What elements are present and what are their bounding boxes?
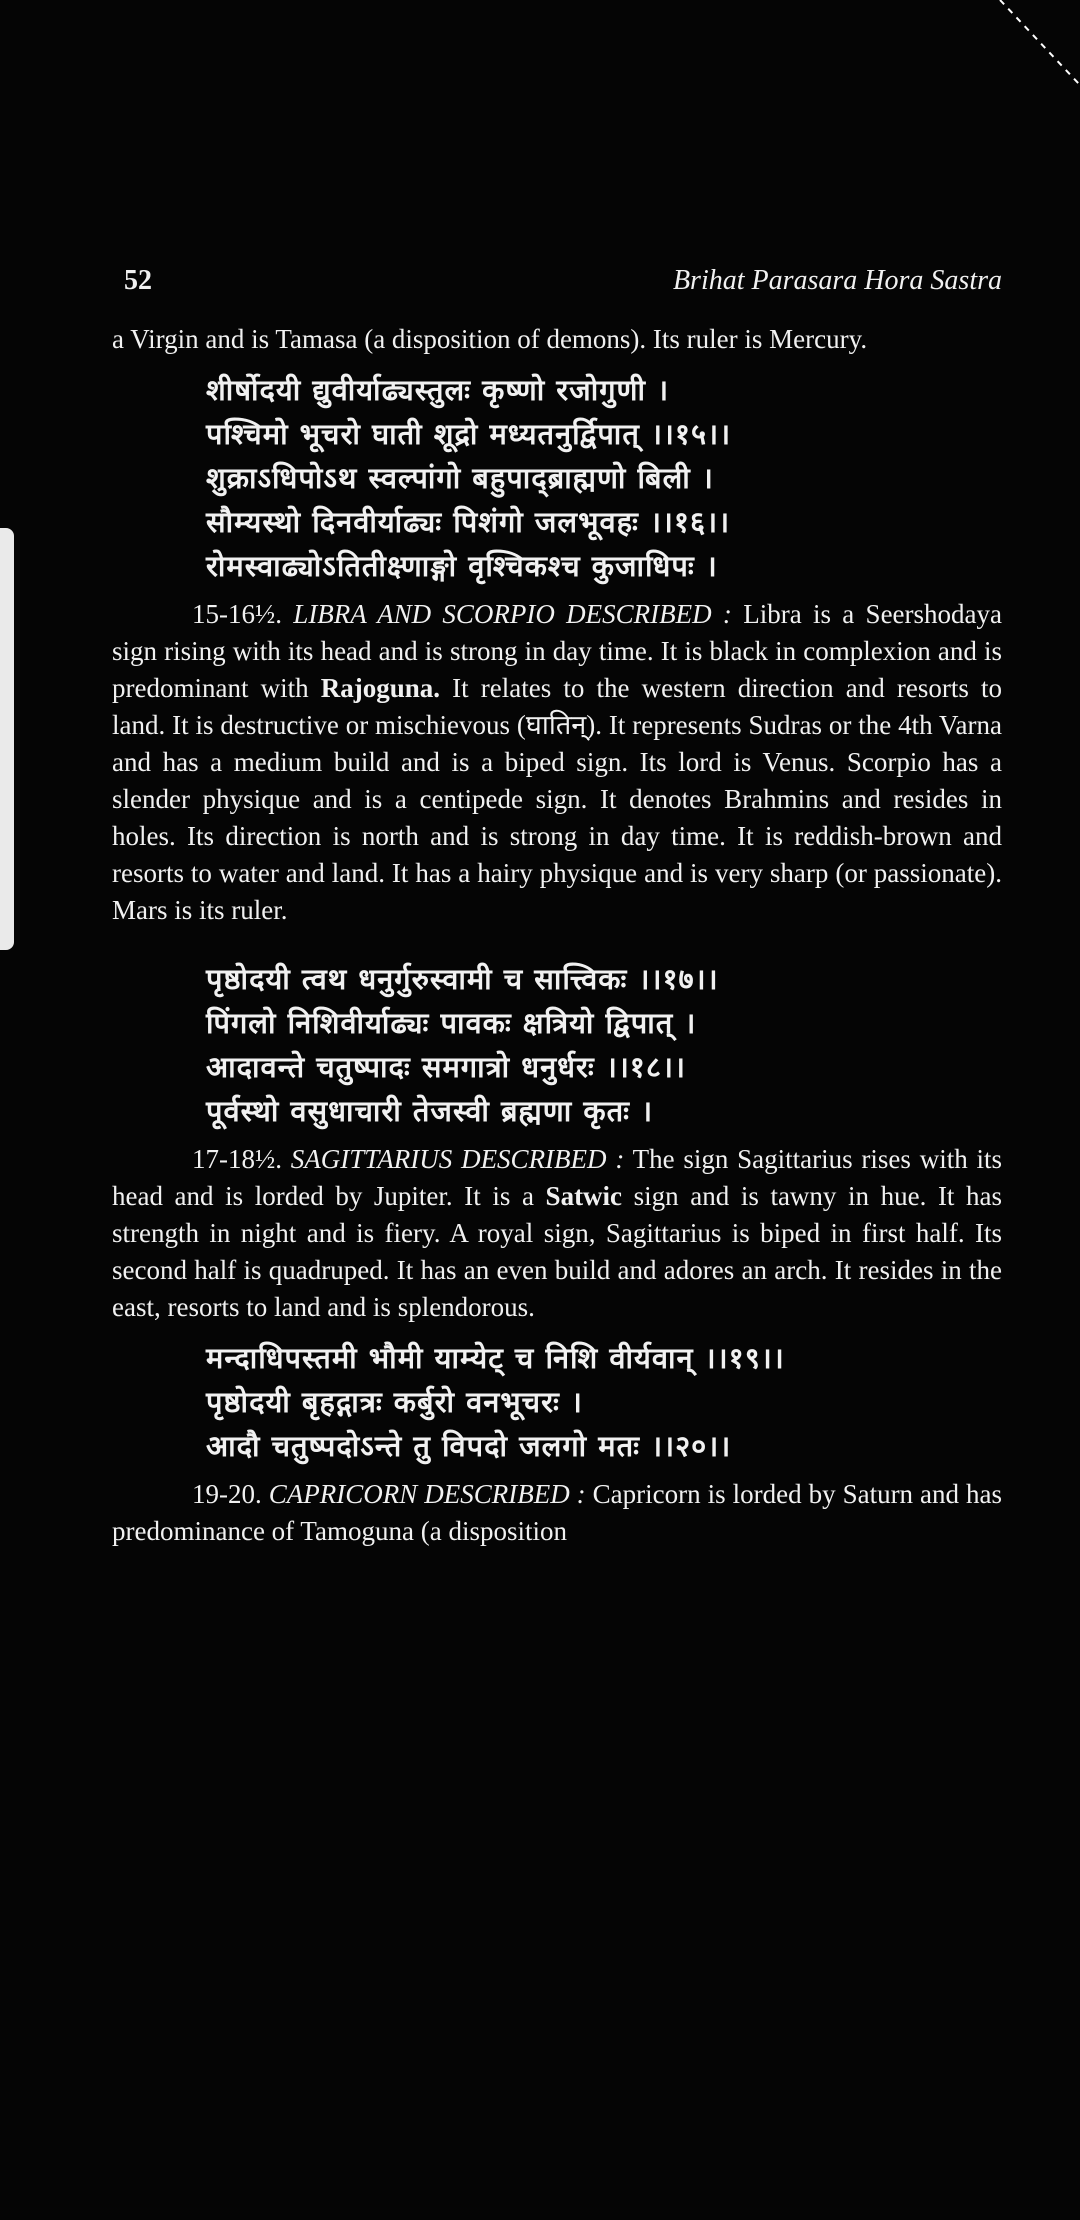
emphasis-word: Satwic <box>545 1181 623 1211</box>
verse-line: सौम्यस्थो दिनवीर्याढ्यः पिशंगो जलभूवहः ।।१६।। <box>206 505 731 539</box>
intro-paragraph: a Virgin and is Tamasa (a disposition of demons). Its ruler is Mercury. <box>112 324 868 354</box>
page-corner-curl <box>990 0 1080 90</box>
sanskrit-verse-15-16 <box>206 368 1002 588</box>
sanskrit-verse-17-18 <box>206 957 1002 1133</box>
verse-line: पश्चिमो भूचरो घाती शूद्रो मध्यतनुर्द्विपात् ।।१५।। <box>206 417 732 451</box>
paragraph-text: The sign Sagittarius rises with its head and is lorded by Jupiter. It is a <box>112 1144 1003 1211</box>
sanskrit-verse-19-20 <box>206 1336 1002 1468</box>
verse-line: रोमस्वाढ्योऽतितीक्ष्णाङ्गो वृश्चिकश्च कुजाधिपः । <box>206 549 718 583</box>
verse-line: शुक्राऽधिपोऽथ स्वल्पांगो बहुपाद्ब्राह्मणो बिली । <box>206 461 714 495</box>
verse-ref: 17-18½. <box>192 1144 282 1174</box>
verse-ref: 15-16½. <box>192 599 282 629</box>
capricorn-paragraph <box>112 1476 1002 1550</box>
paragraph-text: sign and is tawny in hue. It has strength in night and is fiery. A royal sign, Sagittarius is biped in first half. Its second half is quadruped. It has an even build and adores an arch. It resides in the east, resorts to land and is splendorous. <box>112 1181 1003 1322</box>
verse-line: पूर्वस्थो वसुधाचारी तेजस्वी ब्रह्मणा कृतः । <box>206 1094 654 1128</box>
paragraph-text: Capricorn is lorded by Saturn and has predominance of Tamoguna (a disposition <box>112 1479 1003 1546</box>
verse-line: शीर्षोदयी द्युवीर्याढ्यस्तुलः कृष्णो रजोगुणी । <box>206 373 670 407</box>
paragraph-text: Libra is a Seershodaya sign rising with its head and is strong in day time. It is black in complexion and is predominant with <box>112 599 1003 703</box>
section-heading: SAGITTARIUS DESCRIBED : <box>290 1144 625 1174</box>
book-title: Brihat Parasara Hora Sastra <box>672 265 1002 296</box>
page-number: 52 <box>124 265 152 296</box>
page-header <box>124 262 1002 299</box>
verse-line: आदावन्ते चतुष्पादः समगात्रो धनुर्धरः ।।१८।। <box>206 1050 686 1084</box>
section-heading: LIBRA AND SCORPIO DESCRIBED : <box>293 599 732 629</box>
paragraph-text: It relates to the western direction and resorts to land. It is destructive or mischievous (घातिन्). It represents Sudras or the 4th Varna and has a medium build and is a biped sign. Its lord is Venus. Scorpio has a slender physique and is a centipede sign. It denotes Brahmins and resides in holes. Its direction is north and is strong in day time. It is reddish-brown and resorts to water and land. It has a hairy physique and is very sharp (or passionate). Mars is its ruler. <box>112 673 1003 925</box>
sagittarius-paragraph <box>112 1141 1002 1326</box>
verse-line: पृष्ठोदयी बृहद्गात्रः कर्बुरो वनभूचरः । <box>206 1385 583 1419</box>
emphasis-word: Rajoguna. <box>320 673 441 703</box>
verse-line: पिंगलो निशिवीर्याढ्यः पावकः क्षत्रियो द्विपात् । <box>206 1006 697 1040</box>
book-page <box>112 262 1002 1550</box>
verse-ref: 19-20. <box>192 1479 262 1509</box>
verse-line: मन्दाधिपस्तमी भौमी याम्येट् च निशि वीर्यवान् ।।१९।। <box>206 1341 785 1375</box>
edge-panel-handle[interactable] <box>0 528 14 950</box>
verse-line: पृष्ठोदयी त्वथ धनुर्गुरुस्वामी च सात्त्विकः ।।१७।। <box>206 962 719 996</box>
libra-scorpio-paragraph <box>112 596 1002 929</box>
section-heading: CAPRICORN DESCRIBED : <box>268 1479 586 1509</box>
verse-line: आदौ चतुष्पदोऽन्ते तु विपदो जलगो मतः ।।२०।। <box>206 1429 732 1463</box>
